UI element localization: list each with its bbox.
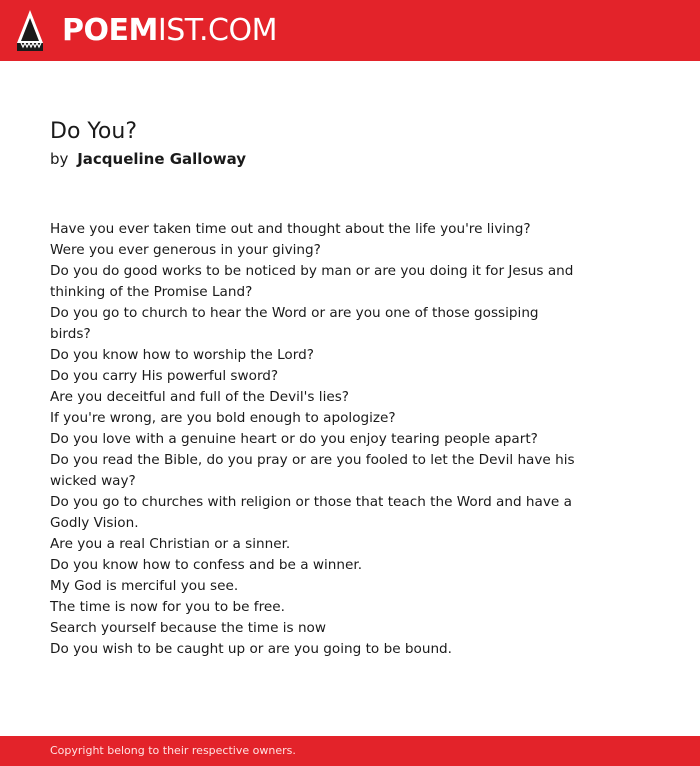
poem-line: Do you know how to worship the Lord? [50,347,314,363]
site-header [0,0,700,61]
poem-line: Do you know how to confess and be a winner. [50,557,363,573]
poem-line: Search yourself because the time is now [50,620,326,636]
byline [50,149,246,169]
poem-line: Do you love with a genuine heart or do you enjoy tearing people apart? [50,431,538,447]
author-name[interactable]: Jacqueline Galloway [77,150,247,168]
poem-line: Are you a real Christian or a sinner. [50,536,291,552]
site-footer [0,736,700,766]
copyright-text: Copyright belong to their respective owners. [50,744,296,757]
poem-line: The time is now for you to be free. [50,599,285,615]
poem-line: Do you wish to be caught up or are you going to be bound. [50,641,453,657]
poem-body [50,219,580,660]
poem-line: Are you deceitful and full of the Devil's lies? [50,389,350,405]
poem-line: My God is merciful you see. [50,578,239,594]
site-logo[interactable] [62,13,277,49]
poem-line: Have you ever taken time out and thought about the life you're living? [50,221,531,237]
logo-bold-text: POEM [62,13,158,48]
poem-line: If you're wrong, are you bold enough to apologize? [50,410,396,426]
poem-title: Do You? [50,119,137,144]
poem-line: Were you ever generous in your giving? [50,242,321,258]
pencil-icon[interactable] [17,10,43,51]
poem-line: Do you do good works to be noticed by man or are you doing it for Jesus and thinking of the Promise Land? [50,263,574,300]
poem-line: Do you read the Bible, do you pray or are you fooled to let the Devil have his wicked way? [50,452,575,489]
by-label: by [50,150,69,168]
poem-line: Do you go to churches with religion or those that teach the Word and have a Godly Vision. [50,494,572,531]
poem-line: Do you go to church to hear the Word or are you one of those gossiping birds? [50,305,539,342]
logo-light-text: IST.COM [157,13,277,48]
poem-line: Do you carry His powerful sword? [50,368,279,384]
